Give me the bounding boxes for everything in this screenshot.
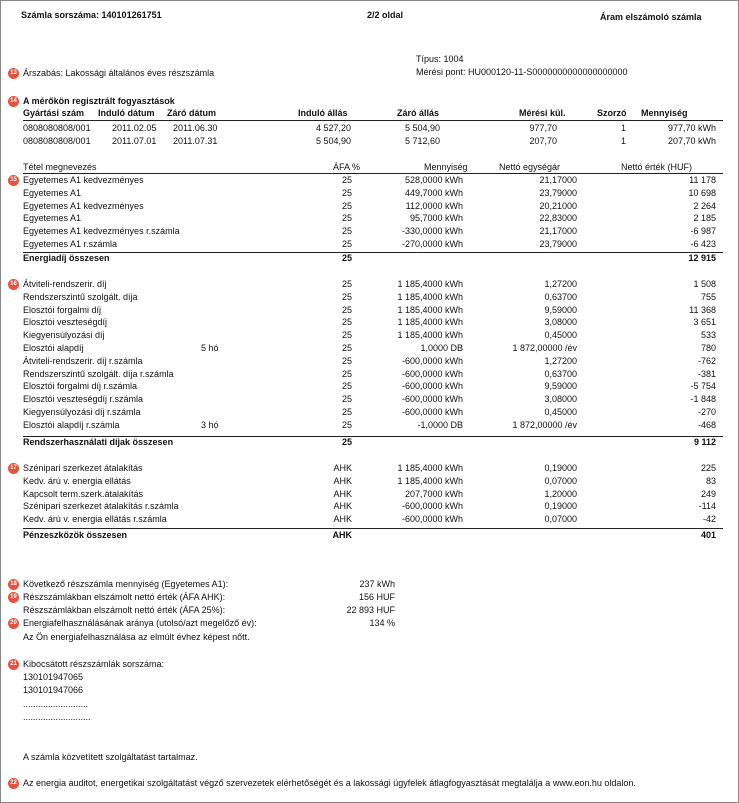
item-net-value: 3 651 <box>693 317 716 328</box>
item-name: Átviteli-rendszerir. díj <box>23 279 107 289</box>
tariff: Árszabás: Lakossági általános éves részszámla <box>23 68 215 78</box>
summary-label: Energiafelhasználásának aránya (utolsó/azt megelőző év): <box>23 618 257 628</box>
cell-start-reading: 4 527,20 <box>315 123 351 133</box>
item-net-value: -5 754 <box>690 381 716 392</box>
item-unit-price: 1,20000 <box>544 488 577 499</box>
item-row <box>1 356 738 367</box>
col-multiplier: Szorzó <box>597 108 627 118</box>
item-row <box>1 292 738 303</box>
meters-header-row <box>1 108 738 119</box>
item-row <box>1 343 738 354</box>
item-quantity: -330,0000 kWh <box>401 226 463 237</box>
total-net: 401 <box>700 530 716 540</box>
item-row <box>1 175 738 186</box>
marker-14: 14 <box>8 96 19 107</box>
summary-value: 134 % <box>369 618 395 628</box>
item-net-value: 11 368 <box>689 304 716 315</box>
cell-multiplier: 1 <box>620 136 626 146</box>
cell-end-date: 2011.06.30 <box>173 123 218 133</box>
item-name: Rendszerszintű szolgált. díja r.számla <box>23 368 174 379</box>
total-net: 12 915 <box>688 253 716 263</box>
item-unit-price: 0,19000 <box>544 501 577 512</box>
item-unit-price: 1 872,00000 /év <box>512 419 577 430</box>
mediated-service-note: A számla közvetített szolgáltatást tartalmaz. <box>23 752 198 762</box>
summary-label: Részszámlákban elszámolt nettó érték (ÁFA AHK): <box>23 592 226 602</box>
item-name: Elosztói forgalmi díj <box>23 304 102 315</box>
item-quantity: 528,0000 kWh <box>404 175 463 185</box>
col-quantity: Mennyiség <box>641 108 688 118</box>
item-row <box>1 305 738 316</box>
total-vat: 25 <box>341 437 352 447</box>
meter-row <box>1 136 738 147</box>
item-name: Egyetemes A1 r.számla <box>23 239 118 249</box>
item-row <box>1 501 738 512</box>
marker-22: 22 <box>8 778 19 789</box>
meters-title: A mérőkön regisztrált fogyasztások <box>23 96 175 106</box>
item-vat: 25 <box>341 187 352 198</box>
item-name: Elosztói veszteségdíj r.számla <box>23 394 144 405</box>
item-name: Kedv. árú v. energia ellátás <box>23 475 131 486</box>
item-row <box>1 226 738 237</box>
issued-number: 130101947065 <box>23 672 84 682</box>
item-vat: 25 <box>341 317 352 328</box>
item-unit-price: 23,79000 <box>539 187 577 198</box>
item-quantity: 207,7000 kWh <box>404 488 463 499</box>
item-quantity: -1,0000 DB <box>417 419 463 430</box>
item-vat: 25 <box>341 279 352 289</box>
total-label: Energiadíj összesen <box>23 253 110 263</box>
item-net-value: 10 698 <box>688 187 716 198</box>
item-quantity: -600,0000 kWh <box>401 514 463 525</box>
cell-end-reading: 5 504,90 <box>404 123 440 133</box>
item-row <box>1 394 738 405</box>
marker-20: 20 <box>8 618 19 629</box>
item-row <box>1 317 738 328</box>
item-unit-price: 1 872,00000 /év <box>512 343 577 353</box>
item-unit-price: 0,45000 <box>544 330 577 341</box>
item-name: Kedv. árú v. energia ellátás r.számla <box>23 514 167 525</box>
item-quantity: 1 185,4000 kWh <box>397 330 463 341</box>
type-code: Típus: 1004 <box>416 54 464 64</box>
item-net-value: -468 <box>697 419 716 430</box>
total-label: Rendszerhasználati díjak összesen <box>23 437 174 447</box>
item-quantity: 1 185,4000 kWh <box>397 475 463 486</box>
item-row <box>1 239 738 250</box>
item-net-value: 249 <box>700 488 716 499</box>
item-row <box>1 213 738 224</box>
item-quantity: 1 185,4000 kWh <box>397 317 463 328</box>
funds-total-row <box>1 530 738 541</box>
item-vat: 25 <box>341 200 352 211</box>
item-note: 5 hó <box>201 343 219 353</box>
meter-row <box>1 123 738 134</box>
item-net-value: 1 508 <box>693 279 716 289</box>
item-name: Elosztói alapdíj r.számla <box>23 419 120 430</box>
item-quantity: 95,7000 kWh <box>409 213 463 224</box>
item-name: Rendszerszintű szolgált. díja <box>23 291 138 302</box>
item-net-value: -762 <box>697 355 716 366</box>
item-net-value: 83 <box>705 475 716 486</box>
issued-title: Kibocsátott részszámlák sorszáma: <box>23 659 165 669</box>
item-name: Elosztói alapdíj <box>23 343 84 353</box>
item-net-value: -114 <box>698 501 716 512</box>
item-net-value: 11 178 <box>689 175 716 185</box>
item-vat: 25 <box>341 355 352 366</box>
col-start-date: Induló dátum <box>98 108 155 118</box>
item-name: Egyetemes A1 <box>23 187 82 198</box>
col-end-date: Záró dátum <box>167 108 217 118</box>
item-unit-price: 0,63700 <box>544 368 577 379</box>
cell-start-date: 2011.07.01 <box>112 136 157 146</box>
marker-13: 13 <box>8 68 19 79</box>
item-row <box>1 381 738 392</box>
item-vat: AHK <box>333 501 352 512</box>
item-name: Egyetemes A1 <box>23 213 82 224</box>
cell-start-date: 2011.02.05 <box>112 123 157 133</box>
item-name: Elosztói forgalmi díj r.számla <box>23 381 138 392</box>
item-quantity: -600,0000 kWh <box>401 407 463 417</box>
item-net-value: -1 848 <box>690 394 716 405</box>
col-net-value: Nettó érték (HUF) <box>621 162 693 172</box>
item-vat: 25 <box>341 304 352 315</box>
item-vat: 25 <box>341 381 352 392</box>
item-unit-price: 3,08000 <box>544 317 577 328</box>
total-net: 9 112 <box>693 437 716 447</box>
item-name: Szénipari szerkezet átalakítás r.számla <box>23 501 179 512</box>
col-start-reading: Induló állás <box>298 108 348 118</box>
item-vat: 25 <box>341 368 352 379</box>
item-unit-price: 23,79000 <box>539 239 577 249</box>
item-net-value: 755 <box>700 291 716 302</box>
item-unit-price: 0,45000 <box>544 407 577 417</box>
item-unit-price: 9,59000 <box>544 304 577 315</box>
item-quantity: -600,0000 kWh <box>401 501 463 512</box>
item-net-value: 780 <box>700 343 716 353</box>
item-unit-price: 22,83000 <box>539 213 577 224</box>
item-quantity: -600,0000 kWh <box>401 381 463 392</box>
item-vat: 25 <box>341 407 352 417</box>
item-vat: 25 <box>341 330 352 341</box>
total-vat: 25 <box>341 253 352 263</box>
total-vat: AHK <box>332 530 352 540</box>
item-name: Szénipari szerkezet átalakítás <box>23 463 143 473</box>
item-quantity: -270,0000 kWh <box>401 239 463 249</box>
item-row <box>1 420 738 431</box>
item-vat: 25 <box>341 239 352 249</box>
cell-end-date: 2011.07.31 <box>173 136 218 146</box>
items-header-rule <box>23 173 723 174</box>
summary-value: 156 HUF <box>358 592 395 602</box>
cell-difference: 207,70 <box>529 136 557 146</box>
item-vat: 25 <box>341 394 352 405</box>
cell-quantity: 977,70 kWh <box>667 123 716 133</box>
cell-multiplier: 1 <box>620 123 626 133</box>
marker-18: 18 <box>8 579 19 590</box>
item-unit-price: 3,08000 <box>544 394 577 405</box>
col-end-reading: Záró állás <box>397 108 440 118</box>
item-name: Kapcsolt term.szerk.átalakítás <box>23 488 144 499</box>
item-quantity: -600,0000 kWh <box>401 355 463 366</box>
marker-15: 15 <box>8 175 19 186</box>
issued-placeholder: .......................... <box>23 699 89 709</box>
item-net-value: -6 987 <box>690 226 716 237</box>
item-vat: 25 <box>341 213 352 224</box>
item-row <box>1 201 738 212</box>
item-net-value: -381 <box>697 368 716 379</box>
cell-start-reading: 5 504,90 <box>315 136 351 146</box>
item-vat: 25 <box>341 343 352 353</box>
item-quantity: 1 185,4000 kWh <box>397 463 463 473</box>
item-row <box>1 369 738 380</box>
item-name: Egyetemes A1 kedvezményes <box>23 200 144 211</box>
summary-value: 237 kWh <box>359 579 395 589</box>
item-row <box>1 279 738 290</box>
cell-quantity: 207,70 kWh <box>667 136 716 146</box>
item-net-value: -42 <box>702 514 716 525</box>
item-unit-price: 21,17000 <box>539 226 577 237</box>
item-row <box>1 476 738 487</box>
item-unit-price: 20,21000 <box>539 200 577 211</box>
item-unit-price: 21,17000 <box>539 175 577 185</box>
total-label: Pénzeszközök összesen <box>23 530 128 540</box>
item-unit-price: 0,19000 <box>544 463 577 473</box>
item-vat: AHK <box>333 475 352 486</box>
eon-info-note: Az energia auditot, energetikai szolgáltatást végző szervezetek elérhetőségét és a lakossági ügyfelek átlagfogyasztását megtalálja a www.eon.hu oldalon. <box>23 778 636 788</box>
col-vat: ÁFA % <box>333 162 361 172</box>
summary-value: 22 893 HUF <box>346 605 395 615</box>
item-vat: AHK <box>333 488 352 499</box>
item-row <box>1 463 738 474</box>
item-net-value: 225 <box>700 463 716 473</box>
item-row <box>1 330 738 341</box>
energy-total-row <box>1 253 738 264</box>
marker-16: 16 <box>8 279 19 290</box>
marker-21: 21 <box>8 659 19 670</box>
item-net-value: 2 264 <box>693 200 716 211</box>
item-net-value: 533 <box>700 330 716 341</box>
item-unit-price: 0,07000 <box>544 475 577 486</box>
col-item-quantity: Mennyiség <box>424 162 468 172</box>
items-header-row <box>1 162 738 173</box>
item-row <box>1 489 738 500</box>
col-serial: Gyártási szám <box>23 108 85 118</box>
item-quantity: 1 185,4000 kWh <box>397 291 463 302</box>
item-net-value: -6 423 <box>690 239 716 249</box>
issued-number: 130101947066 <box>23 685 84 695</box>
item-vat: 25 <box>341 291 352 302</box>
invoice-number: Számla sorszáma: 140101261751 <box>21 10 162 20</box>
item-name: Kiegyensúlyozási díj r.számla <box>23 407 141 417</box>
meter-point: Mérési pont: HU000120-11-S0000000000000000000 <box>416 67 628 77</box>
item-unit-price: 0,63700 <box>544 291 577 302</box>
item-quantity: -600,0000 kWh <box>401 394 463 405</box>
item-name: Egyetemes A1 kedvezményes <box>23 175 144 185</box>
item-unit-price: 9,59000 <box>544 381 577 392</box>
item-vat: AHK <box>333 514 352 525</box>
item-quantity: 1,0000 DB <box>420 343 463 353</box>
item-vat: AHK <box>333 463 352 473</box>
item-name: Egyetemes A1 kedvezményes r.számla <box>23 226 180 237</box>
item-vat: 25 <box>341 419 352 430</box>
item-vat: 25 <box>341 226 352 237</box>
marker-17: 17 <box>8 463 19 474</box>
item-unit-price: 1,27200 <box>544 279 577 289</box>
meters-header-rule <box>23 120 723 121</box>
cell-serial: 0808080808/001 <box>23 136 91 146</box>
item-net-value: -270 <box>697 407 716 417</box>
cell-serial: 0808080808/001 <box>23 123 91 133</box>
col-unit-price: Nettó egységár <box>499 162 561 172</box>
item-quantity: 112,0000 kWh <box>405 200 463 211</box>
issued-placeholder: ........................... <box>23 712 91 722</box>
item-net-value: 2 185 <box>693 213 716 224</box>
cell-difference: 977,70 <box>529 123 557 133</box>
col-difference: Mérési kül. <box>519 108 566 118</box>
item-name: Átviteli-rendszerir. díj r.számla <box>23 355 143 366</box>
marker-19: 19 <box>8 592 19 603</box>
item-quantity: -600,0000 kWh <box>401 368 463 379</box>
item-note: 3 hó <box>201 419 219 430</box>
summary-label: Következő részszámla mennyiség (Egyetemes A1): <box>23 579 229 589</box>
item-vat: 25 <box>341 175 352 185</box>
item-row <box>1 407 738 418</box>
item-name: Elosztói veszteségdíj <box>23 317 108 328</box>
item-name: Kiegyensúlyozási díj <box>23 330 105 341</box>
cell-end-reading: 5 712,60 <box>404 136 440 146</box>
item-quantity: 449,7000 kWh <box>404 187 463 198</box>
item-quantity: 1 185,4000 kWh <box>397 279 463 289</box>
page-number: 2/2 oldal <box>367 10 404 20</box>
item-row <box>1 188 738 199</box>
summary-note: Az Ön energiafelhasználása az elmúlt évhez képest nőtt. <box>23 632 250 642</box>
item-quantity: 1 185,4000 kWh <box>397 304 463 315</box>
col-item-name: Tétel megnevezés <box>23 162 97 172</box>
item-unit-price: 0,07000 <box>544 514 577 525</box>
document-title: Áram elszámoló számla <box>600 12 702 22</box>
item-row <box>1 514 738 525</box>
system-total-row <box>1 437 738 448</box>
funds-total-rule <box>23 528 723 529</box>
item-unit-price: 1,27200 <box>544 355 577 366</box>
summary-label: Részszámlákban elszámolt nettó érték (ÁFA 25%): <box>23 605 226 615</box>
